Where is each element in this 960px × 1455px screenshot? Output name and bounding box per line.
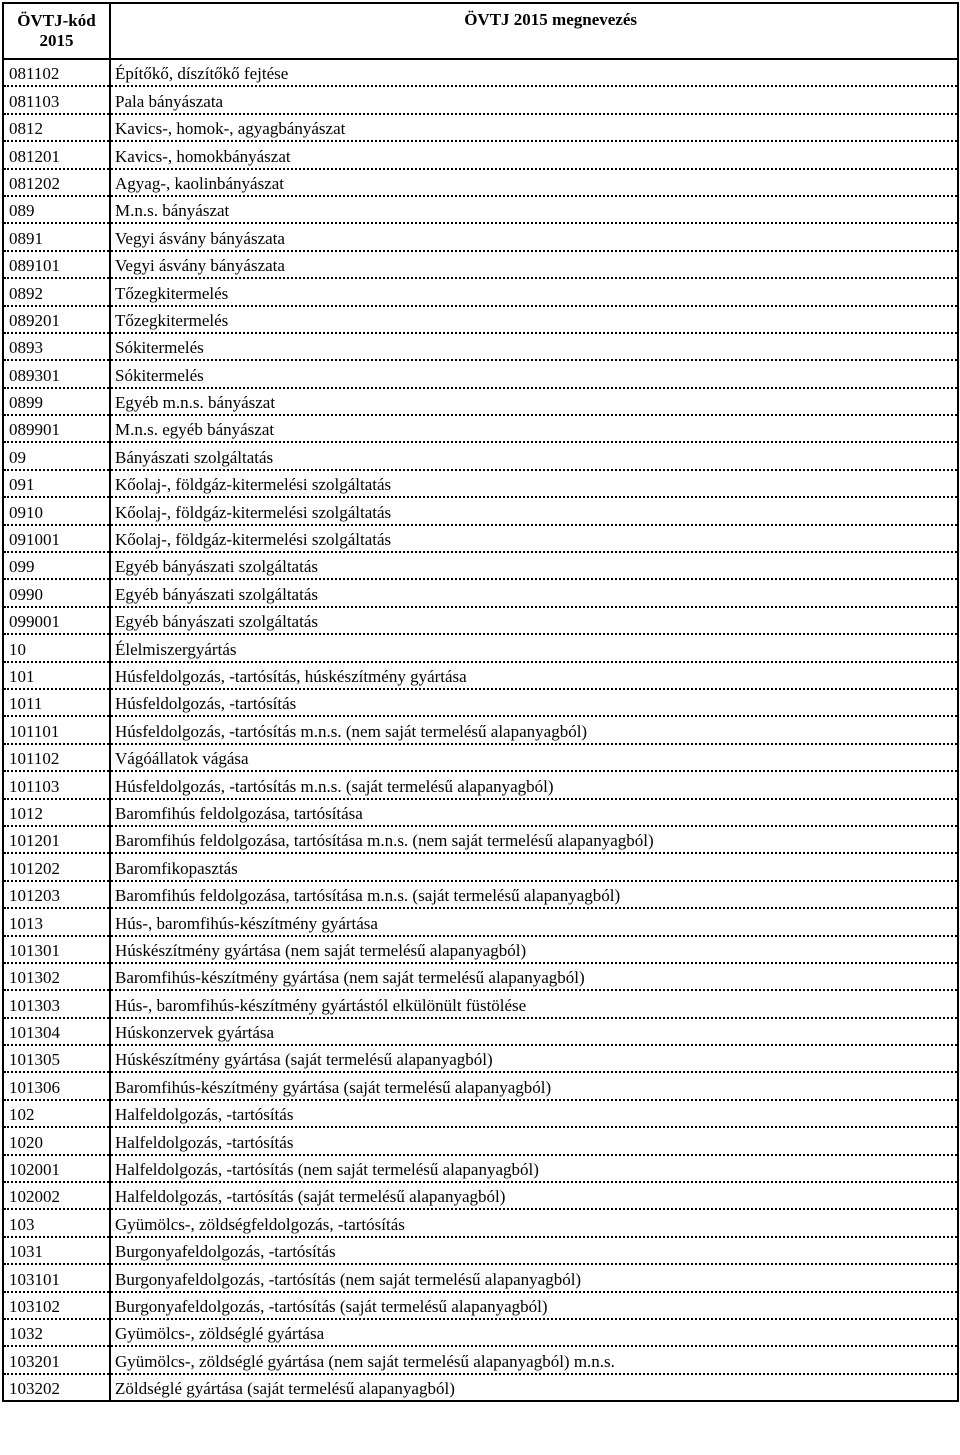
row-name: Halfeldolgozás, -tartósítás (saját termelésű alapanyagból) — [110, 1182, 958, 1209]
row-code: 103102 — [3, 1292, 110, 1319]
table-row — [3, 360, 958, 387]
row-name: Baromfihús-készítmény gyártása (saját termelésű alapanyagból) — [110, 1072, 958, 1099]
row-name: Gyümölcs-, zöldségfeldolgozás, -tartósítás — [110, 1209, 958, 1236]
table-row — [3, 853, 958, 880]
table-row — [3, 59, 958, 86]
row-name: Kőolaj-, földgáz-kitermelési szolgáltatás — [110, 497, 958, 524]
row-name: Gyümölcs-, zöldséglé gyártása — [110, 1319, 958, 1346]
row-code: 102002 — [3, 1182, 110, 1209]
row-code: 101102 — [3, 744, 110, 771]
table-row — [3, 1346, 958, 1373]
table-row — [3, 141, 958, 168]
row-code: 101305 — [3, 1045, 110, 1072]
table-row — [3, 306, 958, 333]
row-code: 101103 — [3, 771, 110, 798]
table-row — [3, 114, 958, 141]
row-name: Sókitermelés — [110, 333, 958, 360]
code-header-line2: 2015 — [39, 31, 74, 50]
row-name: Élelmiszergyártás — [110, 634, 958, 661]
row-name: Pala bányászata — [110, 86, 958, 113]
row-code: 089101 — [3, 251, 110, 278]
row-code: 0812 — [3, 114, 110, 141]
table-row — [3, 1018, 958, 1045]
row-name: Baromfihús feldolgozása, tartósítása m.n.s. (saját termelésű alapanyagból) — [110, 881, 958, 908]
row-name: M.n.s. egyéb bányászat — [110, 415, 958, 442]
table-row — [3, 223, 958, 250]
table-row — [3, 470, 958, 497]
row-name: Kavics-, homokbányászat — [110, 141, 958, 168]
table-row — [3, 689, 958, 716]
row-code: 1013 — [3, 908, 110, 935]
header-row — [3, 3, 958, 59]
code-header-line1: ÖVTJ-kód — [17, 11, 96, 30]
row-code: 101 — [3, 662, 110, 689]
row-name: Kavics-, homok-, agyagbányászat — [110, 114, 958, 141]
row-name: Gyümölcs-, zöldséglé gyártása (nem saját termelésű alapanyagból) m.n.s. — [110, 1346, 958, 1373]
row-code: 081103 — [3, 86, 110, 113]
code-column-header — [3, 3, 110, 59]
row-name: Sókitermelés — [110, 360, 958, 387]
table-row — [3, 415, 958, 442]
row-name: Egyéb bányászati szolgáltatás — [110, 552, 958, 579]
row-name: Burgonyafeldolgozás, -tartósítás (saját termelésű alapanyagból) — [110, 1292, 958, 1319]
row-code: 0910 — [3, 497, 110, 524]
row-name: Építőkő, díszítőkő fejtése — [110, 59, 958, 86]
row-name: Húskészítmény gyártása (nem saját termelésű alapanyagból) — [110, 936, 958, 963]
table-row — [3, 936, 958, 963]
table-row — [3, 579, 958, 606]
row-code: 101306 — [3, 1072, 110, 1099]
row-name: Tőzegkitermelés — [110, 278, 958, 305]
table-row — [3, 1292, 958, 1319]
row-code: 091 — [3, 470, 110, 497]
row-code: 099 — [3, 552, 110, 579]
table-row — [3, 1374, 958, 1401]
row-name: Vegyi ásvány bányászata — [110, 223, 958, 250]
classification-sheet — [2, 2, 957, 1402]
table-row — [3, 881, 958, 908]
row-code: 0891 — [3, 223, 110, 250]
row-code: 101301 — [3, 936, 110, 963]
table-row — [3, 388, 958, 415]
row-code: 0990 — [3, 579, 110, 606]
row-name: Halfeldolgozás, -tartósítás (nem saját termelésű alapanyagból) — [110, 1155, 958, 1182]
table-row — [3, 771, 958, 798]
row-code: 099001 — [3, 607, 110, 634]
table-row — [3, 963, 958, 990]
table-row — [3, 1237, 958, 1264]
row-code: 101203 — [3, 881, 110, 908]
table-row — [3, 662, 958, 689]
row-name: Húsfeldolgozás, -tartósítás m.n.s. (nem saját termelésű alapanyagból) — [110, 716, 958, 743]
table-row — [3, 86, 958, 113]
row-name: Baromfihús-készítmény gyártása (nem saját termelésű alapanyagból) — [110, 963, 958, 990]
row-name: Baromfihús feldolgozása, tartósítása — [110, 799, 958, 826]
row-code: 10 — [3, 634, 110, 661]
row-code: 081102 — [3, 59, 110, 86]
row-code: 09 — [3, 442, 110, 469]
row-name: Húsfeldolgozás, -tartósítás m.n.s. (saját termelésű alapanyagból) — [110, 771, 958, 798]
row-code: 0892 — [3, 278, 110, 305]
row-name: Húskonzervek gyártása — [110, 1018, 958, 1045]
table-row — [3, 169, 958, 196]
row-name: Hús-, baromfihús-készítmény gyártása — [110, 908, 958, 935]
row-code: 1020 — [3, 1127, 110, 1154]
table-row — [3, 1319, 958, 1346]
table-row — [3, 552, 958, 579]
row-code: 101304 — [3, 1018, 110, 1045]
table-row — [3, 634, 958, 661]
row-code: 0893 — [3, 333, 110, 360]
row-name: Baromfihús feldolgozása, tartósítása m.n.s. (nem saját termelésű alapanyagból) — [110, 826, 958, 853]
table-row — [3, 1182, 958, 1209]
table-row — [3, 1155, 958, 1182]
row-code: 1031 — [3, 1237, 110, 1264]
row-code: 103202 — [3, 1374, 110, 1401]
table-row — [3, 442, 958, 469]
row-code: 1032 — [3, 1319, 110, 1346]
row-name: Kőolaj-, földgáz-kitermelési szolgáltatás — [110, 525, 958, 552]
table-row — [3, 1100, 958, 1127]
row-code: 101201 — [3, 826, 110, 853]
table-row — [3, 990, 958, 1017]
table-row — [3, 525, 958, 552]
table-row — [3, 716, 958, 743]
row-code: 103101 — [3, 1264, 110, 1291]
table-row — [3, 497, 958, 524]
table-row — [3, 799, 958, 826]
row-code: 1012 — [3, 799, 110, 826]
row-name: Zöldséglé gyártása (saját termelésű alapanyagból) — [110, 1374, 958, 1401]
row-name: Húsfeldolgozás, -tartósítás — [110, 689, 958, 716]
row-name: Burgonyafeldolgozás, -tartósítás — [110, 1237, 958, 1264]
row-name: Tőzegkitermelés — [110, 306, 958, 333]
row-code: 089 — [3, 196, 110, 223]
row-code: 091001 — [3, 525, 110, 552]
row-name: Egyéb m.n.s. bányászat — [110, 388, 958, 415]
row-name: Húsfeldolgozás, -tartósítás, húskészítmény gyártása — [110, 662, 958, 689]
table-row — [3, 196, 958, 223]
row-name: Baromfikopasztás — [110, 853, 958, 880]
row-name: Húskészítmény gyártása (saját termelésű alapanyagból) — [110, 1045, 958, 1072]
row-code: 089201 — [3, 306, 110, 333]
row-name: Egyéb bányászati szolgáltatás — [110, 579, 958, 606]
row-name: Hús-, baromfihús-készítmény gyártástól elkülönült füstölése — [110, 990, 958, 1017]
table-row — [3, 1264, 958, 1291]
row-name: M.n.s. bányászat — [110, 196, 958, 223]
row-code: 103 — [3, 1209, 110, 1236]
table-row — [3, 1209, 958, 1236]
row-name: Vágóállatok vágása — [110, 744, 958, 771]
row-code: 081201 — [3, 141, 110, 168]
row-code: 102 — [3, 1100, 110, 1127]
row-code: 101101 — [3, 716, 110, 743]
table-body — [3, 59, 958, 1401]
row-code: 081202 — [3, 169, 110, 196]
row-code: 089301 — [3, 360, 110, 387]
table-row — [3, 908, 958, 935]
table-row — [3, 826, 958, 853]
table-row — [3, 607, 958, 634]
row-name: Agyag-, kaolinbányászat — [110, 169, 958, 196]
row-name: Vegyi ásvány bányászata — [110, 251, 958, 278]
row-code: 101303 — [3, 990, 110, 1017]
table-row — [3, 278, 958, 305]
row-name: Egyéb bányászati szolgáltatás — [110, 607, 958, 634]
row-code: 102001 — [3, 1155, 110, 1182]
row-name: Bányászati szolgáltatás — [110, 442, 958, 469]
row-name: Kőolaj-, földgáz-kitermelési szolgáltatás — [110, 470, 958, 497]
table-row — [3, 1127, 958, 1154]
row-name: Halfeldolgozás, -tartósítás — [110, 1127, 958, 1154]
row-code: 103201 — [3, 1346, 110, 1373]
name-column-header: ÖVTJ 2015 megnevezés — [110, 3, 958, 59]
table-row — [3, 1045, 958, 1072]
classification-table — [2, 2, 959, 1402]
row-code: 101302 — [3, 963, 110, 990]
table-row — [3, 1072, 958, 1099]
table-row — [3, 251, 958, 278]
row-name: Burgonyafeldolgozás, -tartósítás (nem saját termelésű alapanyagból) — [110, 1264, 958, 1291]
row-code: 089901 — [3, 415, 110, 442]
row-name: Halfeldolgozás, -tartósítás — [110, 1100, 958, 1127]
table-row — [3, 744, 958, 771]
row-code: 0899 — [3, 388, 110, 415]
table-row — [3, 333, 958, 360]
row-code: 101202 — [3, 853, 110, 880]
row-code: 1011 — [3, 689, 110, 716]
